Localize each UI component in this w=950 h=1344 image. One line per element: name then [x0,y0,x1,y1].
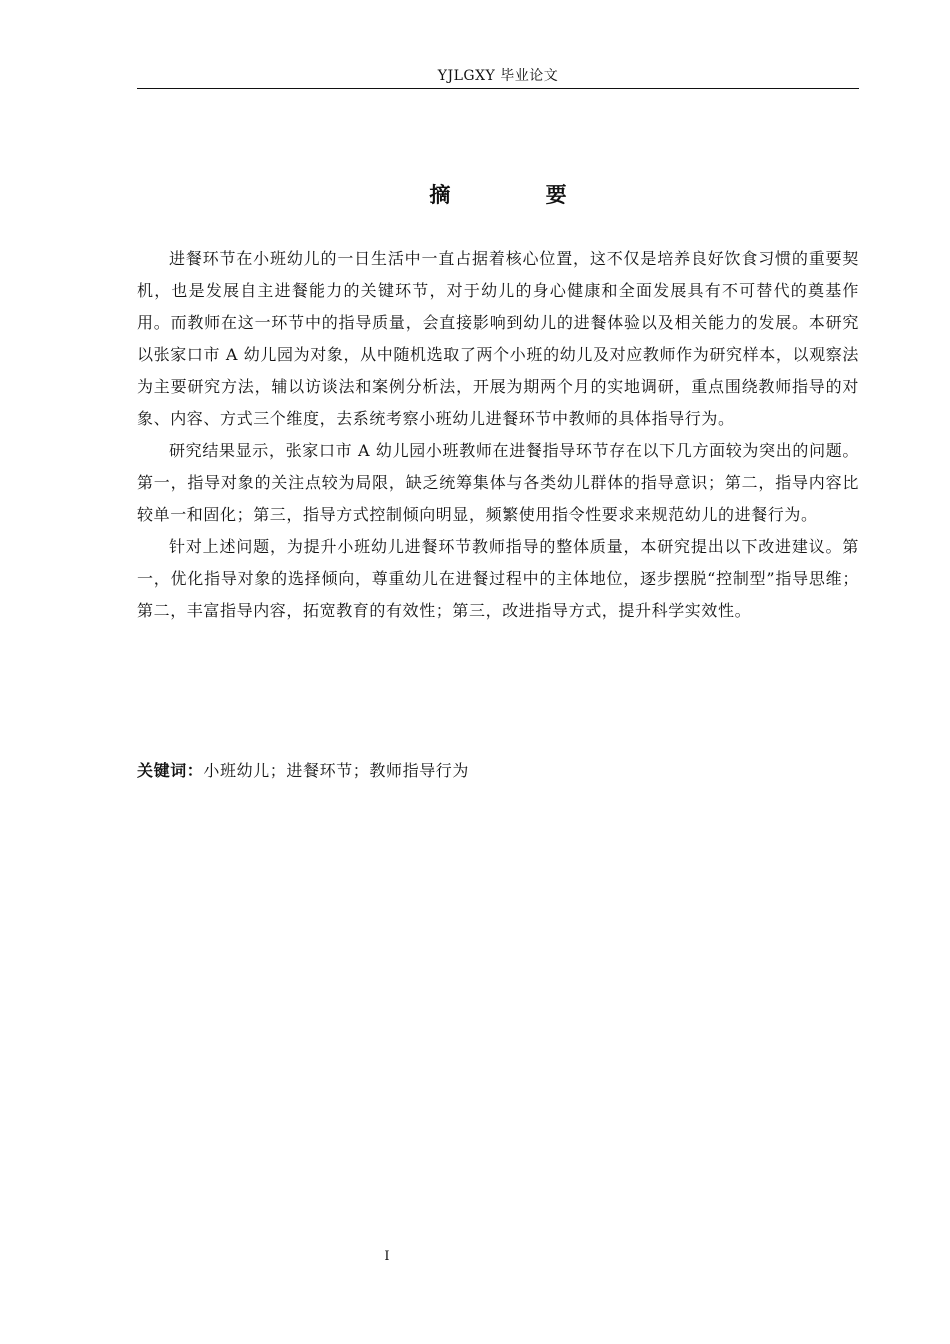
abstract-paragraph-3: 针对上述问题，为提升小班幼儿进餐环节教师指导的整体质量，本研究提出以下改进建议。第一，优化指导对象的选择倾向，尊重幼儿在进餐过程中的主体地位，逐步摆脱“控制型”指导思维；第二，丰富指导内容，拓宽教育的有效性；第三，改进指导方式，提升科学实效性。 [137,537,859,620]
keywords-line [137,758,859,784]
keywords-value: 小班幼儿；进餐环节；教师指导行为 [203,761,470,780]
abstract-paragraph-2: 研究结果显示，张家口市 A 幼儿园小班教师在进餐指导环节存在以下几方面较为突出的问题。第一，指导对象的关注点较为局限，缺乏统筹集体与各类幼儿群体的指导意识；第二，指导内容比较单一和固化；第三，指导方式控制倾向明显，频繁使用指令性要求来规范幼儿的进餐行为。 [137,441,859,524]
keywords-label: 关键词： [137,761,204,780]
abstract-body [137,243,859,627]
abstract-title: 摘 要 [429,183,611,207]
header-rule [137,88,859,89]
abstract-paragraph-1: 进餐环节在小班幼儿的一日生活中一直占据着核心位置，这不仅是培养良好饮食习惯的重要契机，也是发展自主进餐能力的关键环节，对于幼儿的身心健康和全面发展具有不可替代的奠基作用。而教师在这一环节中的指导质量，会直接影响到幼儿的进餐体验以及相关能力的发展。本研究以张家口市 A 幼儿园为对象，从中随机选取了两个小班的幼儿及对应教师作为研究样本，以观察法为主要研究方法，辅以访谈法和案例分析法，开展为期两个月的实地调研，重点围绕教师指导的对象、内容、方式三个维度，去系统考察小班幼儿进餐环节中教师的具体指导行为。 [137,249,859,428]
page-number: I [384,1249,390,1264]
running-header: YJLGXY 毕业论文 [437,68,559,84]
